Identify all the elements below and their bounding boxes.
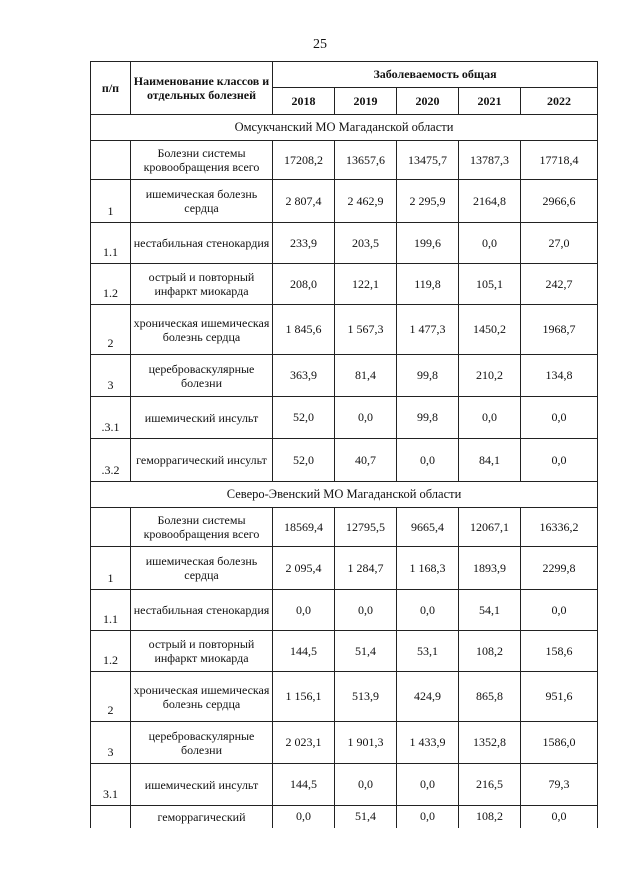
row-number: .3.2 [91, 439, 131, 482]
value-cell: 17208,2 [273, 141, 335, 180]
disease-name: ишемический инсульт [131, 764, 273, 806]
value-cell: 1 156,1 [273, 672, 335, 722]
value-cell: 1 284,7 [335, 547, 397, 590]
value-cell: 144,5 [273, 631, 335, 672]
value-cell: 210,2 [459, 355, 521, 397]
disease-name: геморрагический [131, 806, 273, 828]
value-cell: 18569,4 [273, 508, 335, 547]
disease-name: острый и повторный инфаркт миокарда [131, 631, 273, 672]
value-cell: 0,0 [397, 590, 459, 631]
value-cell: 951,6 [521, 672, 598, 722]
table-row [91, 180, 598, 223]
table-row [91, 508, 598, 547]
header-num-col: п/п [91, 62, 131, 115]
value-cell: 2164,8 [459, 180, 521, 223]
value-cell: 0,0 [273, 806, 335, 828]
row-number: 1 [91, 547, 131, 590]
value-cell: 13657,6 [335, 141, 397, 180]
value-cell: 27,0 [521, 223, 598, 264]
value-cell: 53,1 [397, 631, 459, 672]
value-cell: 0,0 [397, 439, 459, 482]
value-cell: 122,1 [335, 264, 397, 305]
value-cell: 1 567,3 [335, 305, 397, 355]
table-row [91, 590, 598, 631]
value-cell: 216,5 [459, 764, 521, 806]
disease-name: нестабильная стенокардия [131, 590, 273, 631]
value-cell: 2299,8 [521, 547, 598, 590]
value-cell: 1893,9 [459, 547, 521, 590]
value-cell: 0,0 [521, 397, 598, 439]
row-number [91, 141, 131, 180]
value-cell: 0,0 [459, 397, 521, 439]
value-cell: 51,4 [335, 806, 397, 828]
value-cell: 99,8 [397, 397, 459, 439]
morbidity-table [90, 61, 598, 828]
disease-name: нестабильная стенокардия [131, 223, 273, 264]
value-cell: 105,1 [459, 264, 521, 305]
value-cell: 16336,2 [521, 508, 598, 547]
row-number: 3 [91, 355, 131, 397]
value-cell: 1352,8 [459, 722, 521, 764]
value-cell: 144,5 [273, 764, 335, 806]
row-number: 3 [91, 722, 131, 764]
section-title: Северо-Эвенский МО Магаданской области [91, 482, 598, 508]
table-row [91, 439, 598, 482]
value-cell: 1 433,9 [397, 722, 459, 764]
value-cell: 40,7 [335, 439, 397, 482]
value-cell: 513,9 [335, 672, 397, 722]
page-number: 25 [313, 37, 327, 52]
table-row [91, 547, 598, 590]
value-cell: 99,8 [397, 355, 459, 397]
row-number: 2 [91, 672, 131, 722]
value-cell: 363,9 [273, 355, 335, 397]
disease-name: ишемический инсульт [131, 397, 273, 439]
value-cell: 0,0 [521, 439, 598, 482]
header-year: 2020 [397, 88, 459, 115]
value-cell: 2 807,4 [273, 180, 335, 223]
value-cell: 84,1 [459, 439, 521, 482]
value-cell: 52,0 [273, 439, 335, 482]
value-cell: 199,6 [397, 223, 459, 264]
value-cell: 51,4 [335, 631, 397, 672]
value-cell: 0,0 [335, 764, 397, 806]
value-cell: 424,9 [397, 672, 459, 722]
value-cell: 0,0 [273, 590, 335, 631]
header-year: 2022 [521, 88, 598, 115]
value-cell: 242,7 [521, 264, 598, 305]
value-cell: 0,0 [335, 590, 397, 631]
disease-name: хроническая ишемическая болезнь сердца [131, 672, 273, 722]
disease-name: цереброваскулярные болезни [131, 355, 273, 397]
value-cell: 134,8 [521, 355, 598, 397]
table-row [91, 355, 598, 397]
value-cell: 119,8 [397, 264, 459, 305]
value-cell: 108,2 [459, 631, 521, 672]
value-cell: 1450,2 [459, 305, 521, 355]
value-cell: 203,5 [335, 223, 397, 264]
header-group: Заболеваемость общая [273, 62, 598, 88]
value-cell: 1 477,3 [397, 305, 459, 355]
disease-name: острый и повторный инфаркт миокарда [131, 264, 273, 305]
value-cell: 0,0 [397, 806, 459, 828]
row-number: 1.1 [91, 590, 131, 631]
value-cell: 54,1 [459, 590, 521, 631]
row-number: .3.1 [91, 397, 131, 439]
header-year: 2021 [459, 88, 521, 115]
value-cell: 0,0 [335, 397, 397, 439]
value-cell: 108,2 [459, 806, 521, 828]
row-number [91, 806, 131, 828]
table-row [91, 631, 598, 672]
value-cell: 158,6 [521, 631, 598, 672]
row-number: 2 [91, 305, 131, 355]
value-cell: 52,0 [273, 397, 335, 439]
value-cell: 233,9 [273, 223, 335, 264]
value-cell: 13475,7 [397, 141, 459, 180]
value-cell: 0,0 [521, 806, 598, 828]
table-row [91, 305, 598, 355]
value-cell: 1 168,3 [397, 547, 459, 590]
table-row [91, 764, 598, 806]
section-title: Омсукчанский МО Магаданской области [91, 115, 598, 141]
table-row [91, 722, 598, 764]
value-cell: 2966,6 [521, 180, 598, 223]
row-number: 3.1 [91, 764, 131, 806]
table-row [91, 264, 598, 305]
value-cell: 81,4 [335, 355, 397, 397]
table-row [91, 141, 598, 180]
row-number [91, 508, 131, 547]
value-cell: 1 845,6 [273, 305, 335, 355]
value-cell: 2 295,9 [397, 180, 459, 223]
value-cell: 0,0 [397, 764, 459, 806]
value-cell: 9665,4 [397, 508, 459, 547]
row-number: 1.2 [91, 264, 131, 305]
header-name-col: Наименование классов и отдельных болезней [131, 62, 273, 115]
disease-name: Болезни системы кровообращения всего [131, 508, 273, 547]
disease-name: цереброваскулярные болезни [131, 722, 273, 764]
row-number: 1 [91, 180, 131, 223]
value-cell: 13787,3 [459, 141, 521, 180]
value-cell: 2 095,4 [273, 547, 335, 590]
table-row [91, 397, 598, 439]
value-cell: 2 462,9 [335, 180, 397, 223]
value-cell: 1586,0 [521, 722, 598, 764]
disease-name: ишемическая болезнь сердца [131, 547, 273, 590]
table-row [91, 806, 598, 828]
row-number: 1.2 [91, 631, 131, 672]
value-cell: 865,8 [459, 672, 521, 722]
value-cell: 208,0 [273, 264, 335, 305]
value-cell: 1 901,3 [335, 722, 397, 764]
table-row [91, 223, 598, 264]
value-cell: 17718,4 [521, 141, 598, 180]
value-cell: 2 023,1 [273, 722, 335, 764]
table-row [91, 672, 598, 722]
disease-name: хроническая ишемическая болезнь сердца [131, 305, 273, 355]
value-cell: 12067,1 [459, 508, 521, 547]
disease-name: ишемическая болезнь сердца [131, 180, 273, 223]
value-cell: 0,0 [459, 223, 521, 264]
disease-name: Болезни системы кровообращения всего [131, 141, 273, 180]
value-cell: 79,3 [521, 764, 598, 806]
disease-name: геморрагический инсульт [131, 439, 273, 482]
value-cell: 1968,7 [521, 305, 598, 355]
row-number: 1.1 [91, 223, 131, 264]
header-year: 2018 [273, 88, 335, 115]
header-year: 2019 [335, 88, 397, 115]
value-cell: 12795,5 [335, 508, 397, 547]
value-cell: 0,0 [521, 590, 598, 631]
